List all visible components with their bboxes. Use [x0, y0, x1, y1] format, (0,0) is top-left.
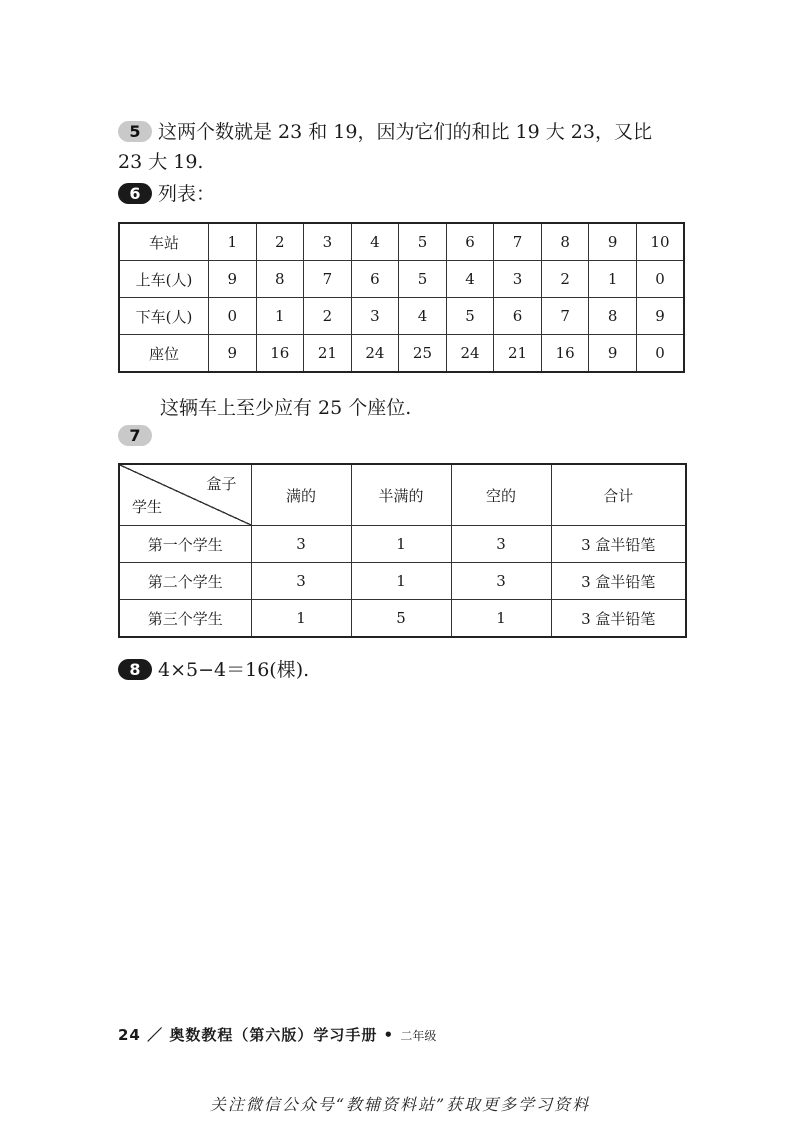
table-cell: 1: [209, 223, 257, 261]
bus-stop-table: [118, 222, 685, 373]
footer-grade: 二年级: [400, 1029, 437, 1043]
table-cell: 9: [636, 298, 684, 335]
table-cell: 6: [446, 223, 494, 261]
table-cell: 6: [351, 261, 399, 298]
table-cell: 0: [636, 335, 684, 373]
q5-badge: 5: [118, 121, 152, 142]
table-cell: 2: [541, 261, 589, 298]
row-label: 座位: [119, 335, 209, 373]
q6-intro-line: [118, 180, 215, 208]
table-row: [119, 223, 684, 261]
q5-text-1: 这两个数就是 23 和 19，因为它们的和比 19 大 23，又比: [158, 121, 652, 143]
table-cell: 1: [451, 600, 551, 638]
table-cell: 9: [209, 261, 257, 298]
table-cell: 1: [351, 526, 451, 563]
q8-badge: 8: [118, 659, 152, 680]
table-cell: 24: [446, 335, 494, 373]
page-footer: [118, 1024, 436, 1045]
table-cell: 3: [451, 563, 551, 600]
table-cell: 6: [494, 298, 542, 335]
table-cell: 5: [446, 298, 494, 335]
table-cell: 0: [636, 261, 684, 298]
table-row: [119, 298, 684, 335]
table-cell: 3 盒半铅笔: [551, 526, 686, 563]
table-cell: 16: [256, 335, 304, 373]
corner-label-box: 盒子: [206, 475, 237, 493]
table-cell: 3: [251, 526, 351, 563]
table-cell: 3: [351, 298, 399, 335]
footer-text: 24 ／ 奥数教程（第六版）学习手册 •: [118, 1026, 395, 1044]
q8-line: [118, 656, 309, 684]
column-header: 合计: [551, 464, 686, 526]
table-cell: 24: [351, 335, 399, 373]
row-label: 车站: [119, 223, 209, 261]
table-cell: 8: [589, 298, 637, 335]
table-row: [119, 563, 686, 600]
table-cell: 7: [541, 298, 589, 335]
table-cell: 5: [399, 223, 447, 261]
table-row: [119, 261, 684, 298]
table-cell: 10: [636, 223, 684, 261]
table-cell: 1: [351, 563, 451, 600]
table-cell: 4: [399, 298, 447, 335]
q7-badge: 7: [118, 425, 152, 446]
table-row: [119, 526, 686, 563]
table-cell: 1: [251, 600, 351, 638]
table-cell: 1: [256, 298, 304, 335]
table-cell: 0: [209, 298, 257, 335]
column-header: 满的: [251, 464, 351, 526]
table-cell: 9: [589, 335, 637, 373]
table-cell: 3: [494, 261, 542, 298]
row-label: 第三个学生: [119, 600, 251, 638]
q8-text: 4×5−4＝16(棵).: [158, 659, 310, 681]
table-cell: 1: [589, 261, 637, 298]
column-header: 空的: [451, 464, 551, 526]
table-cell: 25: [399, 335, 447, 373]
watermark-text: 关注微信公众号“教辅资料站”获取更多学习资料: [209, 1095, 591, 1114]
table-cell: 9: [589, 223, 637, 261]
table-cell: 16: [541, 335, 589, 373]
q6-conclusion: 这辆车上至少应有 25 个座位.: [160, 397, 412, 419]
q5-line-1: [118, 118, 652, 146]
table-cell: 21: [494, 335, 542, 373]
q5-line-2: 23 大 19.: [118, 151, 204, 173]
table-cell: 3 盒半铅笔: [551, 563, 686, 600]
table-cell: 8: [541, 223, 589, 261]
corner-cell: [119, 464, 251, 526]
row-label: 第一个学生: [119, 526, 251, 563]
table-cell: 3 盒半铅笔: [551, 600, 686, 638]
row-label: 下车(人): [119, 298, 209, 335]
pencil-box-table: [118, 463, 687, 638]
table-cell: 2: [304, 298, 352, 335]
table-header-row: [119, 464, 686, 526]
row-label: 第二个学生: [119, 563, 251, 600]
table-cell: 3: [251, 563, 351, 600]
table-cell: 4: [446, 261, 494, 298]
corner-label-student: 学生: [132, 498, 163, 516]
q6-badge: 6: [118, 183, 152, 204]
table-row: [119, 335, 684, 373]
table-cell: 5: [351, 600, 451, 638]
table-cell: 7: [494, 223, 542, 261]
table-cell: 4: [351, 223, 399, 261]
table-cell: 2: [256, 223, 304, 261]
table-row: [119, 600, 686, 638]
table-cell: 7: [304, 261, 352, 298]
table-cell: 21: [304, 335, 352, 373]
table-cell: 3: [451, 526, 551, 563]
table-cell: 5: [399, 261, 447, 298]
table-cell: 9: [209, 335, 257, 373]
q7-badge-line: [118, 422, 158, 450]
q6-intro: 列表：: [158, 183, 216, 205]
column-header: 半满的: [351, 464, 451, 526]
table-cell: 3: [304, 223, 352, 261]
row-label: 上车(人): [119, 261, 209, 298]
table-cell: 8: [256, 261, 304, 298]
